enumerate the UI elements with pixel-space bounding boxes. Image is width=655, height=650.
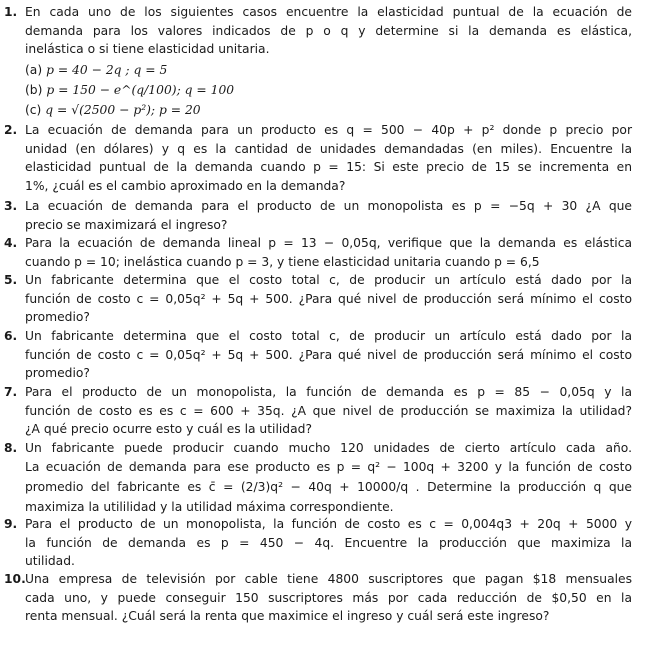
subitem-expression: p = 150 − e^(q/100); q = 100 bbox=[46, 83, 235, 97]
problem-text-line: maximiza la utililidad y la utilidad máxima correspondiente. bbox=[25, 500, 394, 515]
problem-text-line: unidad (en dólares) y q es la cantidad de unidades demandadas (en miles). Encuentre la bbox=[25, 141, 632, 156]
problem-text-line: Para el producto de un monopolista, la función de costo es c = 0,004q3 + 20q + 5000 y bbox=[25, 517, 632, 531]
problem-number: 6. bbox=[4, 329, 18, 343]
problem-text-line: Un fabricante determina que el costo total c, de producir un artículo está dado por la bbox=[25, 273, 632, 287]
problem-text-line: promedio del fabricante es c̄ = (2/3)q² − 40q + 10000/q . Determine la producción q que bbox=[25, 480, 632, 495]
problem-text-line: renta mensual. ¿Cuál será la renta que maximice el ingreso y cuál será este ingreso? bbox=[25, 609, 550, 624]
problem-number: 8. bbox=[4, 441, 18, 455]
problem-text-line: función de costo c = 0,05q² + 5q + 500. ¿Para qué nivel de producción será mínimo el costo bbox=[25, 291, 632, 306]
problem-text-line: Una empresa de televisión por cable tiene 4800 suscriptores que pagan $18 mensuales bbox=[25, 572, 632, 586]
problem-3 bbox=[4, 197, 632, 234]
subitem-expression: p = 40 − 2q ; q = 5 bbox=[46, 63, 168, 77]
problem-10 bbox=[4, 570, 632, 626]
problem-text-line: ¿A qué precio ocurre esto y cuál es la utilidad? bbox=[25, 422, 312, 437]
subitem-label: (b) bbox=[25, 83, 43, 97]
problem-text-line: precio se maximizará el ingreso? bbox=[25, 217, 228, 232]
problem-5 bbox=[4, 271, 632, 327]
problem-text-line: la función de demanda es p = 450 − 4q. Encuentre la producción que maximiza la bbox=[25, 535, 632, 550]
problem-text-line: elasticidad puntual de la demanda cuando p = 15: Si este precio de 15 se incrementa en bbox=[25, 160, 632, 175]
problem-text-line: Un fabricante determina que el costo total c, de producir un artículo está dado por la bbox=[25, 329, 632, 343]
subitem-c bbox=[25, 101, 201, 120]
problem-text-line: inelástica o si tiene elasticidad unitaria. bbox=[25, 42, 270, 57]
subitem-b bbox=[25, 81, 234, 100]
subitem-expression: q = √(2500 − p²); p = 20 bbox=[45, 103, 201, 117]
problem-text-line: Para la ecuación de demanda lineal p = 13 − 0,05q, verifique que la demanda es elástica bbox=[25, 236, 632, 250]
problem-text-line: promedio? bbox=[25, 310, 90, 325]
problem-text-line: promedio? bbox=[25, 366, 90, 381]
problem-text-line: La ecuación de demanda para un producto es q = 500 − 40p + p² donde p precio por bbox=[25, 123, 632, 137]
problem-text-line: En cada uno de los siguientes casos encuentre la elasticidad puntual de la ecuación de bbox=[25, 5, 632, 19]
problem-number: 5. bbox=[4, 273, 18, 287]
subitem-label: (a) bbox=[25, 63, 43, 77]
problem-8 bbox=[4, 439, 632, 517]
problem-text-line: Un fabricante puede producir cuando mucho 120 unidades de cierto artículo cada año. bbox=[25, 441, 632, 455]
problem-number: 1. bbox=[4, 5, 18, 19]
problem-text-line: función de costo c = 0,05q² + 5q + 500. ¿Para qué nivel de producción será mínimo el costo bbox=[25, 347, 632, 362]
problem-9 bbox=[4, 515, 632, 571]
problem-text-line: utilidad. bbox=[25, 554, 75, 569]
problem-6 bbox=[4, 327, 632, 383]
problem-number: 4. bbox=[4, 236, 18, 250]
problem-4 bbox=[4, 234, 632, 271]
problem-7 bbox=[4, 383, 632, 439]
problem-number: 3. bbox=[4, 199, 18, 213]
problem-number: 10. bbox=[4, 572, 26, 586]
subitem-a bbox=[25, 61, 167, 80]
problem-text-line: demanda para los valores indicados de p o q y determine si la demanda es elástica, bbox=[25, 23, 632, 38]
problem-1 bbox=[4, 3, 632, 59]
problem-text-line: La ecuación de demanda para ese producto es p = q² − 100q + 3200 y la función de costo bbox=[25, 459, 632, 474]
problem-2 bbox=[4, 121, 632, 195]
problem-text-line: Para el producto de un monopolista, la función de demanda es p = 85 − 0,05q y la bbox=[25, 385, 632, 399]
problem-number: 2. bbox=[4, 123, 18, 137]
problem-text-line: función de costo es es c = 600 + 35q. ¿A que nivel de producción se maximiza la utilidad? bbox=[25, 403, 632, 418]
problem-text-line: cada uno, y puede conseguir 150 suscriptores más por cada reducción de $0,50 en la bbox=[25, 590, 632, 605]
problem-text-line: La ecuación de demanda para el producto de un monopolista es p = −5q + 30 ¿A que bbox=[25, 199, 632, 213]
problem-text-line: cuando p = 10; inelástica cuando p = 3, y tiene elasticidad unitaria cuando p = 6,5 bbox=[25, 254, 540, 269]
problem-text-line: 1%, ¿cuál es el cambio aproximado en la demanda? bbox=[25, 178, 346, 193]
subitem-label: (c) bbox=[25, 103, 42, 117]
problem-number: 7. bbox=[4, 385, 18, 399]
problem-number: 9. bbox=[4, 517, 18, 531]
